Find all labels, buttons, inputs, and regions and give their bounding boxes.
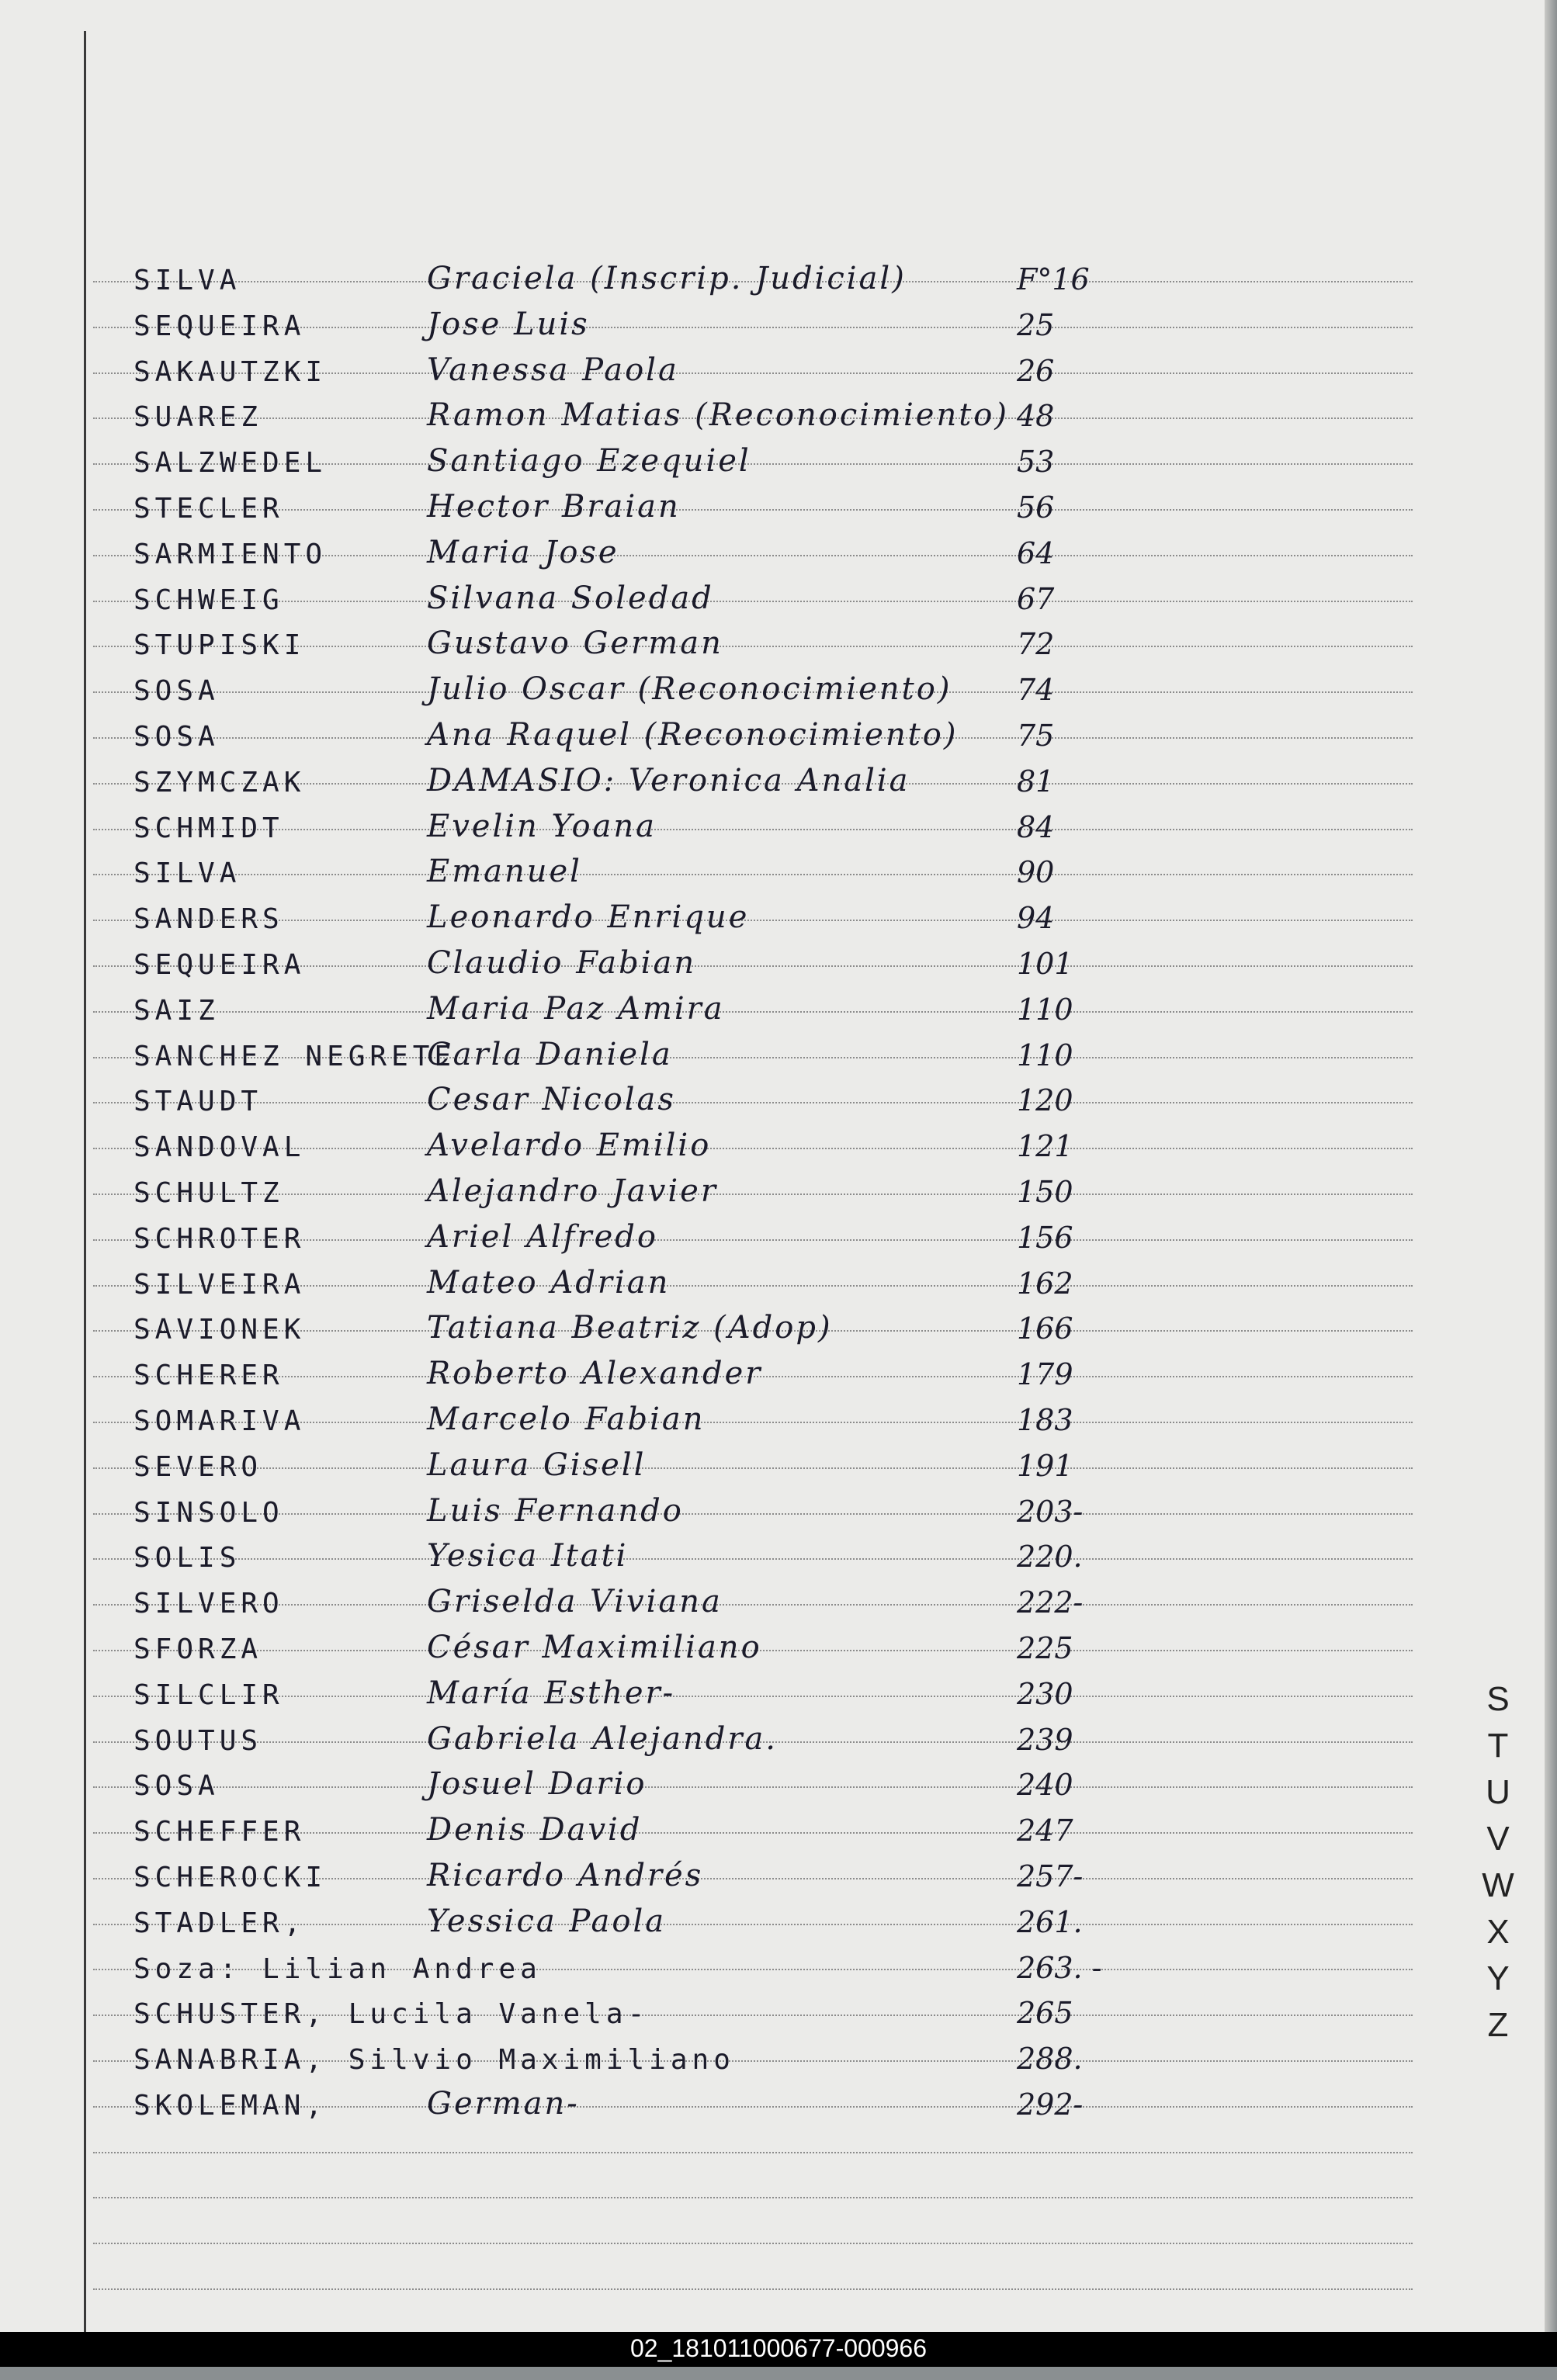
entry-given-name: Ana Raquel (Reconocimiento): [427, 717, 959, 753]
entry-surname: SEQUEIRA: [134, 949, 306, 981]
entry-given-name: Cesar Nicolas: [427, 1082, 676, 1118]
entry-folio: 179: [1017, 1357, 1073, 1392]
entry-surname: SAKAUTZKI: [134, 355, 328, 388]
entry-folio: 84: [1017, 809, 1055, 844]
ledger-entry: [0, 668, 1545, 713]
entry-surname: SFORZA: [134, 1633, 263, 1665]
entry-folio: 74: [1017, 673, 1055, 708]
entry-surname: SKOLEMAN,: [134, 2090, 328, 2122]
entry-given-name: Laura Gisell: [427, 1446, 647, 1483]
entry-folio: 26: [1017, 353, 1055, 388]
entry-surname: SAVIONEK: [134, 1314, 306, 1346]
ledger-entry: [0, 896, 1545, 941]
ledger-entry: [0, 760, 1545, 805]
ledger-entry: [0, 1900, 1545, 1945]
entry-given-name: Leonardo Enrique: [427, 899, 750, 936]
ledger-entry: [0, 1170, 1545, 1215]
entry-given-name: Tatiana Beatriz (Adop): [427, 1310, 833, 1346]
ledger-entry: [0, 303, 1545, 348]
entry-given-name: María Esther-: [427, 1675, 676, 1711]
entry-surname: SCHULTZ: [134, 1177, 284, 1209]
ledger-entry: [0, 850, 1545, 896]
scan-identifier: 02_181011000677-000966: [629, 2334, 927, 2362]
ledger-entry: [0, 622, 1545, 667]
entry-folio: 72: [1017, 627, 1055, 662]
entry-folio: 230: [1017, 1676, 1073, 1711]
entry-folio: 110: [1017, 1038, 1073, 1072]
entry-surname: STADLER,: [134, 1907, 306, 1939]
entry-given-name: Gabriela Alejandra.: [427, 1720, 778, 1757]
entry-surname: SILVEIRA: [134, 1268, 306, 1301]
ledger-entry: [0, 1627, 1545, 1672]
ledger-entry: [0, 1124, 1545, 1169]
entry-surname: SILVA: [134, 857, 241, 890]
index-tab-letter[interactable]: W: [1482, 1866, 1514, 1904]
ledger-entry: [0, 1855, 1545, 1900]
entry-given-name: Emanuel: [427, 854, 582, 890]
entry-given-name: Santiago Ezequiel: [427, 443, 751, 480]
entry-given-name: Vanessa Paola: [427, 352, 679, 388]
ledger-entry: [0, 714, 1545, 759]
entry-folio: 48: [1017, 399, 1055, 434]
entry-surname: SOSA: [134, 1770, 220, 1803]
entry-given-name: Carla Daniela: [427, 1036, 673, 1072]
entry-folio: 239: [1017, 1722, 1073, 1757]
entry-folio: 220.: [1017, 1540, 1083, 1575]
ledger-entry: [0, 1353, 1545, 1398]
entry-folio: 110: [1017, 992, 1073, 1027]
index-tab-letter[interactable]: U: [1486, 1773, 1510, 1811]
entry-surname: SILVA: [134, 265, 241, 296]
entry-given-name: Ricardo Andrés: [427, 1858, 704, 1893]
ledger-entry: [0, 1444, 1545, 1489]
ledger-entry: [0, 440, 1545, 485]
ledger-entry: [0, 1946, 1545, 1991]
entry-given-name: Claudio Fabian: [427, 945, 697, 981]
ledger-entry: [0, 486, 1545, 531]
entry-folio: 75: [1017, 719, 1055, 753]
entry-given-name: Marcelo Fabian: [427, 1401, 706, 1437]
index-tab-letter[interactable]: T: [1487, 1727, 1509, 1765]
entry-given-name: Yesica Itati: [427, 1538, 629, 1575]
entry-surname: SCHERER: [134, 1360, 284, 1392]
entry-folio: 203-: [1017, 1494, 1084, 1529]
entry-folio: 292-: [1017, 2087, 1084, 2122]
entry-given-name: Yessica Paola: [427, 1903, 667, 1939]
ledger-entry: [0, 1672, 1545, 1717]
ledger-entry: [0, 988, 1545, 1033]
entry-surname: SINSOLO: [134, 1496, 284, 1529]
entry-folio: 150: [1017, 1175, 1073, 1209]
entry-surname: SOLIS: [134, 1542, 241, 1575]
entry-given-name: Roberto Alexander: [427, 1356, 763, 1392]
entry-surname: SCHEROCKI: [134, 1862, 328, 1893]
ledger-entry: [0, 1216, 1545, 1261]
entry-given-name: Griselda Viviana: [427, 1584, 723, 1620]
entry-given-name: Graciela (Inscrip. Judicial): [427, 261, 907, 296]
entry-surname: SCHUSTER, Lucila Vanela-: [134, 1998, 650, 2031]
ledger-entry: [0, 1034, 1545, 1079]
entry-given-name: Luis Fernando: [427, 1492, 684, 1529]
entry-surname: SANDERS: [134, 903, 284, 936]
entry-folio: 90: [1017, 855, 1055, 890]
index-tab-letter[interactable]: Y: [1486, 1959, 1510, 1997]
entry-surname: STECLER: [134, 493, 284, 525]
entry-folio: 261.: [1017, 1904, 1083, 1939]
entry-folio: 94: [1017, 901, 1055, 936]
entry-folio: 64: [1017, 535, 1055, 570]
ledger-entry: [0, 2083, 1545, 2128]
entry-surname: SCHWEIG: [134, 584, 284, 616]
ledger-entry: [0, 1079, 1545, 1124]
entry-surname: SCHEFFER: [134, 1816, 306, 1848]
entry-folio: 81: [1017, 764, 1055, 799]
entry-surname: SOSA: [134, 721, 220, 753]
entry-given-name: Ramon Matias (Reconocimiento): [427, 397, 1009, 434]
entry-folio: 166: [1017, 1311, 1073, 1346]
entry-given-name: Gustavo German: [427, 625, 723, 662]
ledger-entry: [0, 1398, 1545, 1443]
entry-folio: 265: [1017, 1996, 1073, 2031]
entry-folio: 25: [1017, 307, 1055, 342]
entry-surname: SANDOVAL: [134, 1131, 306, 1164]
entry-folio: 101: [1017, 947, 1073, 981]
entry-given-name: Maria Paz Amira: [427, 990, 725, 1027]
index-tab-letter[interactable]: Z: [1487, 2006, 1509, 2044]
entry-given-name: César Maximiliano: [427, 1630, 762, 1665]
ledger-entry: [0, 1809, 1545, 1854]
entry-surname: SARMIENTO: [134, 538, 328, 570]
ledger-entry: [0, 532, 1545, 577]
entry-given-name: Avelardo Emilio: [427, 1128, 712, 1164]
entry-folio: 183: [1017, 1403, 1073, 1437]
entry-surname: SALZWEDEL: [134, 447, 328, 480]
ledger-entry: [0, 1490, 1545, 1535]
index-tab-letter[interactable]: X: [1486, 1913, 1510, 1951]
index-tab-letter[interactable]: V: [1486, 1820, 1510, 1858]
ledger-entry: [0, 1763, 1545, 1808]
entry-surname: SOUTUS: [134, 1724, 263, 1757]
entry-surname: STUPISKI: [134, 629, 306, 662]
entry-given-name: Alejandro Javier: [427, 1173, 718, 1209]
entry-surname: SCHROTER: [134, 1222, 306, 1255]
entry-given-name: Evelin Yoana: [427, 808, 657, 844]
entry-given-name: DAMASIO: Veronica Analia: [427, 762, 910, 799]
ledger-entry: [0, 1718, 1545, 1763]
entry-given-name: Josuel Dario: [427, 1766, 647, 1803]
entry-surname: SUAREZ: [134, 401, 263, 434]
entry-folio: 263. -: [1017, 1950, 1102, 1985]
entry-folio: 225: [1017, 1631, 1073, 1665]
ledger-entry: [0, 1991, 1545, 2036]
entry-surname: SCHMIDT: [134, 812, 284, 844]
ledger-entry: [0, 577, 1545, 622]
entry-given-name: Ariel Alfredo: [427, 1218, 658, 1255]
ledger-entry: [0, 1307, 1545, 1352]
entry-folio: 56: [1017, 490, 1055, 525]
ledger-entry: [0, 2037, 1545, 2082]
entry-given-name: Julio Oscar (Reconocimiento): [427, 671, 952, 708]
entry-surname: SANABRIA, Silvio Maximiliano: [134, 2044, 735, 2077]
entry-folio: F°16: [1017, 262, 1090, 296]
ledger-entry: [0, 805, 1545, 850]
entry-surname: SAIZ: [134, 994, 220, 1027]
entry-folio: 156: [1017, 1220, 1073, 1255]
index-tab-letter[interactable]: S: [1486, 1680, 1510, 1718]
entry-folio: 240: [1017, 1768, 1073, 1803]
ledger-entry: [0, 258, 1545, 303]
entry-surname: SILVERO: [134, 1588, 284, 1620]
entry-folio: 162: [1017, 1266, 1073, 1301]
entry-folio: 222-: [1017, 1585, 1084, 1620]
entry-surname: SZYMCZAK: [134, 766, 306, 799]
entry-surname: SILCLIR: [134, 1678, 284, 1711]
page-edge: [1545, 0, 1557, 2332]
entry-surname: Soza: Lilian Andrea: [134, 1952, 542, 1985]
ledger-entry: [0, 942, 1545, 987]
ledger-entry: [0, 1262, 1545, 1307]
entry-folio: 257-: [1017, 1859, 1084, 1893]
entry-surname: STAUDT: [134, 1086, 263, 1118]
entry-given-name: German-: [427, 2086, 580, 2122]
entry-surname: SEQUEIRA: [134, 310, 306, 342]
entry-surname: SOMARIVA: [134, 1405, 306, 1437]
entry-folio: 53: [1017, 445, 1055, 480]
entry-given-name: Denis David: [427, 1812, 643, 1848]
ledger-entry: [0, 1535, 1545, 1580]
entry-folio: 121: [1017, 1129, 1073, 1164]
entry-folio: 247: [1017, 1814, 1073, 1848]
entry-given-name: Silvana Soledad: [427, 580, 714, 616]
ledger-entry: [0, 394, 1545, 439]
entry-surname: SANCHEZ NEGRETE: [134, 1040, 456, 1072]
alphabet-index-tabs[interactable]: [1459, 1676, 1537, 2049]
ledger-entry: [0, 349, 1545, 394]
entry-given-name: Maria Jose: [427, 534, 619, 570]
entry-given-name: Mateo Adrian: [427, 1264, 671, 1301]
entry-surname: SEVERO: [134, 1450, 263, 1483]
entry-given-name: Hector Braian: [427, 489, 681, 525]
entry-folio: 67: [1017, 581, 1055, 616]
entry-folio: 120: [1017, 1083, 1073, 1118]
entry-folio: 191: [1017, 1448, 1073, 1483]
entry-folio: 288.: [1017, 2042, 1083, 2077]
entry-given-name: Jose Luis: [427, 306, 590, 342]
ledger-entry: [0, 1581, 1545, 1626]
entry-surname: SOSA: [134, 675, 220, 708]
